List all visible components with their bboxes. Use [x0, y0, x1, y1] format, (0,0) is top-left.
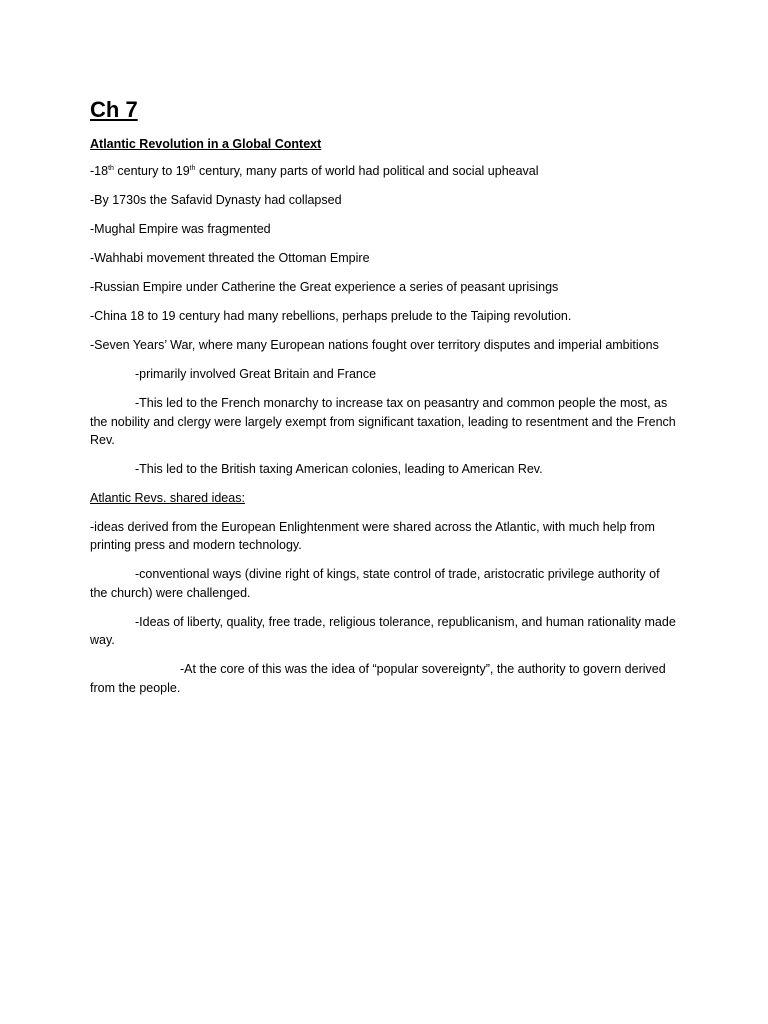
superscript: th — [189, 165, 196, 172]
superscript: th — [108, 165, 114, 172]
text-fragment: century, many parts of world had political and social upheaval — [195, 164, 539, 178]
paragraph-conventional-ways: -conventional ways (divine right of kings, state control of trade, aristocratic privilege authority of the church) were challenged. — [90, 567, 660, 600]
paragraph-russian: -Russian Empire under Catherine the Great experience a series of peasant uprisings — [90, 280, 559, 294]
paragraph-seven-years-war: -Seven Years’ War, where many European nations fought over territory disputes and imperial ambitions — [90, 338, 659, 352]
page-title: Ch 7 — [90, 97, 138, 122]
section-heading: Atlantic Revolution in a Global Context — [90, 137, 322, 151]
paragraph-wahhabi: -Wahhabi movement threated the Ottoman Empire — [90, 251, 370, 265]
paragraph-french-tax: -This led to the French monarchy to increase tax on peasantry and common people the most, as the nobility and clergy were largely exempt from significant taxation, leading to resentment and the French Rev. — [90, 396, 676, 447]
subheading-shared-ideas: Atlantic Revs. shared ideas: — [90, 490, 245, 505]
text-fragment: century to 19 — [113, 164, 190, 178]
paragraph-centuries — [90, 162, 678, 181]
paragraph-popular-sovereignty: -At the core of this was the idea of “popular sovereignty”, the authority to govern derived from the people. — [90, 662, 666, 695]
paragraph-mughal: -Mughal Empire was fragmented — [90, 222, 271, 236]
paragraph-ideas-liberty: -Ideas of liberty, quality, free trade, religious tolerance, republicanism, and human rationality made way. — [90, 614, 676, 647]
paragraph-enlightenment: -ideas derived from the European Enlightenment were shared across the Atlantic, with much help from printing press and modern technology. — [90, 519, 655, 552]
paragraph-safavid: -By 1730s the Safavid Dynasty had collapsed — [90, 193, 342, 207]
paragraph-britain-france: -primarily involved Great Britain and France — [135, 367, 377, 381]
paragraph-british-tax: -This led to the British taxing American colonies, leading to American Rev. — [135, 462, 543, 476]
document-page — [90, 96, 678, 697]
paragraph-china: -China 18 to 19 century had many rebellions, perhaps prelude to the Taiping revolution. — [90, 309, 572, 323]
text-fragment: -18 — [90, 164, 109, 178]
